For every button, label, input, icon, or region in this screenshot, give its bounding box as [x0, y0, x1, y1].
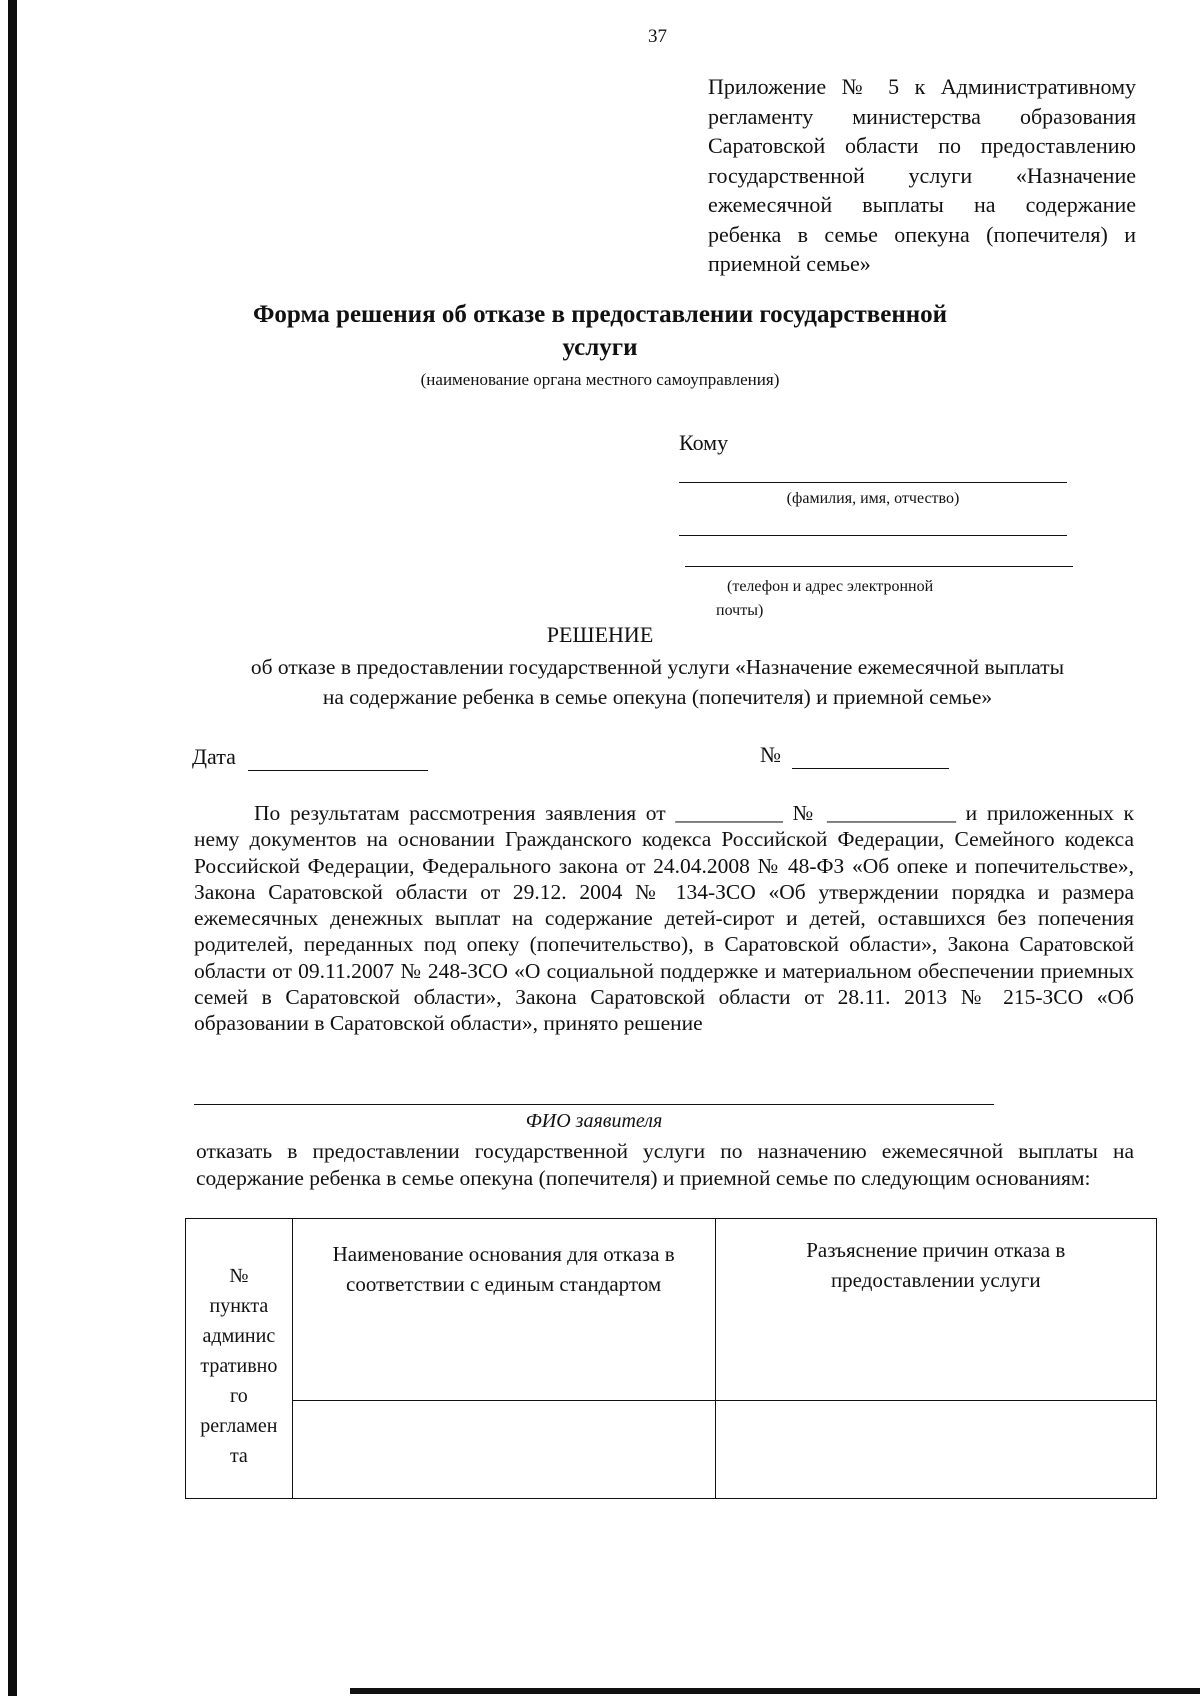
table-header-reason-name: Наименование основания для отказа в соответствии с единым стандартом — [292, 1219, 715, 1401]
number-line[interactable] — [792, 768, 949, 769]
to-label: Кому — [679, 430, 729, 455]
form-title — [150, 298, 1050, 364]
clause-header-line: регламен — [200, 1415, 278, 1437]
clause-header-line: та — [229, 1445, 248, 1467]
decision-body-text: По результатам рассмотрения заявления от __________ № ____________ и приложенных к нему документов на основании Гражданского кодекса Российской Федерации, Семейного кодекса Российской Федерации, Федерального закона от 24.04.2008 № 48-ФЗ «Об опеке и попечительстве», Закона Саратовской области от 29.12. 2004 № 134-ЗСО «Об утверждении порядка и размера ежемесячных денежных выплат на содержание детей-сирот и детей, оставшихся без попечения родителей, переданных под опеку (попечительство), в Саратовской области», Закона Саратовской области от 09.11.2007 № 248-ЗСО «О социальной поддержке и материальном обеспечении приемных семей в Саратовской области», Закона Саратовской области от 28.11. 2013 № 215-ЗСО «Об образовании в Саратовской области», принято решение — [194, 801, 1134, 1036]
decision-body — [194, 800, 1134, 1037]
clause-header-line: го — [230, 1385, 248, 1407]
scan-bottom-edge — [350, 1688, 1200, 1694]
number-label: № — [760, 742, 781, 767]
table-cell-reason-explanation[interactable] — [715, 1401, 1157, 1499]
recipient-extra-line[interactable] — [679, 535, 1067, 536]
recipient-name-line[interactable] — [679, 482, 1067, 483]
refusal-reasons-table — [185, 1218, 1157, 1499]
clause-header-line: пункта — [209, 1295, 269, 1317]
decision-subtitle-line-2: на содержание ребенка в семье опекуна (попечителя) и приемной семье» — [322, 685, 993, 709]
applicant-name-line[interactable] — [194, 1104, 994, 1105]
clause-header-line: № — [229, 1265, 249, 1287]
org-caption: (наименование органа местного самоуправления) — [420, 370, 780, 389]
decision-heading: РЕШЕНИЕ — [546, 622, 654, 647]
table-cell-reason-name[interactable] — [292, 1401, 715, 1499]
date-label: Дата — [192, 744, 236, 769]
table-header-clause-number — [186, 1219, 293, 1499]
refusal-text: отказать в предоставлении государственной услуги по назначению ежемесячной выплаты на содержание ребенка в семье опекуна (попечителя) и приемной семье по следующим основаниям: — [196, 1139, 1134, 1190]
scan-edge — [8, 0, 17, 1696]
applicant-caption: ФИО заявителя — [525, 1110, 663, 1132]
decision-subtitle-line-1: об отказе в предоставлении государственной услуги «Назначение ежемесячной выплаты — [250, 655, 1065, 679]
clause-header-line: тративно — [200, 1355, 278, 1377]
form-title-line-2: услуги — [562, 334, 638, 361]
table-row — [186, 1401, 1157, 1499]
table-header-row — [186, 1219, 1157, 1401]
decision-subtitle — [170, 652, 1145, 712]
date-line[interactable] — [248, 770, 428, 771]
form-title-line-1: Форма решения об отказе в предоставлении государственной — [252, 301, 948, 328]
page-number: 37 — [648, 26, 667, 47]
clause-header-line: админис — [202, 1325, 276, 1347]
appendix-note: Приложение № 5 к Административному регламенту министерства образования Саратовской области по предоставлению государственной услуги «Назначение ежемесячной выплаты на содержание ребенка в семье опекуна (попечителя) и приемной семье» — [708, 74, 1136, 276]
fio-caption: (фамилия, имя, отчество) — [786, 490, 960, 507]
contact-caption-line-2: почты) — [716, 602, 764, 619]
contact-caption-line-1: (телефон и адрес электронной — [727, 578, 934, 595]
table-header-reason-explanation: Разъяснение причин отказа в предоставлении услуги — [715, 1219, 1157, 1401]
contact-line[interactable] — [685, 566, 1073, 567]
